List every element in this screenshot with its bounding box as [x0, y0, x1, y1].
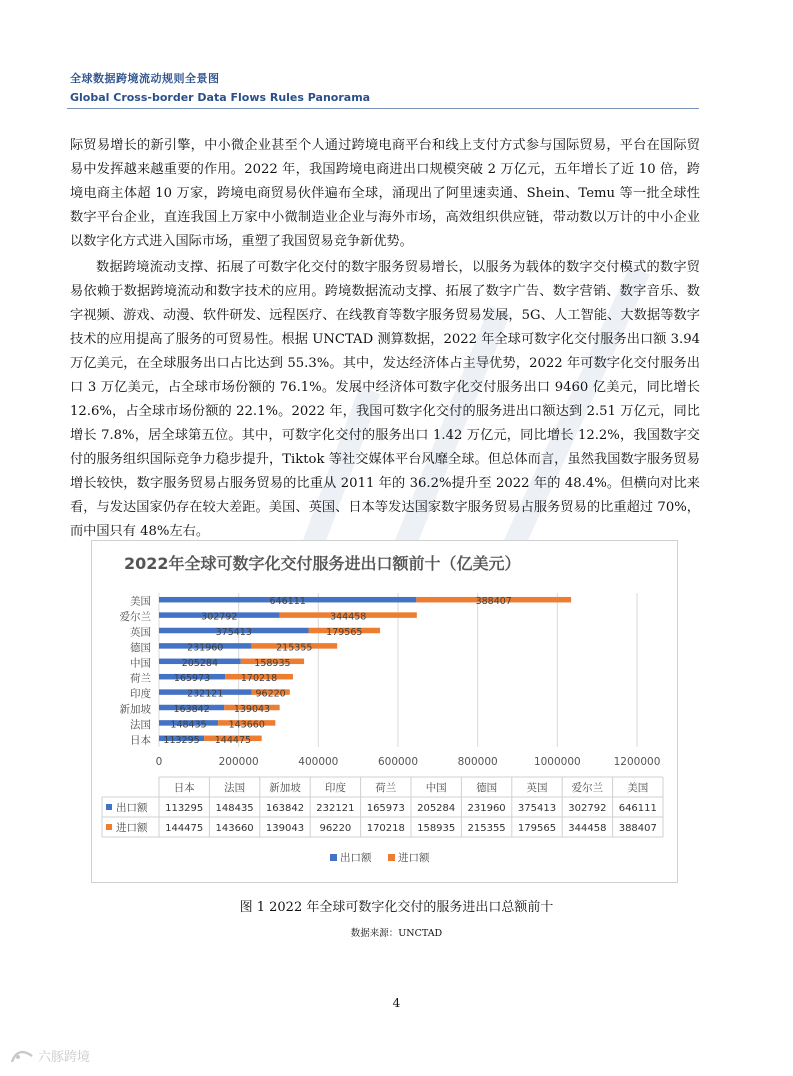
table-cell: 148435 [215, 803, 254, 814]
legend-label: 出口额 [340, 852, 372, 864]
data-label: 148435 [170, 719, 207, 731]
data-label: 158935 [254, 657, 291, 669]
table-header-cell: 荷兰 [375, 782, 397, 794]
data-label: 144475 [214, 734, 252, 746]
data-label: 165973 [173, 673, 211, 685]
figure-caption: 图 1 2022 年全球可数字化交付的服务进出口总额前十 [239, 900, 554, 915]
table-cell: 232121 [316, 803, 355, 814]
table-cell: 302792 [568, 803, 607, 814]
y-category-label: 中国 [130, 657, 151, 670]
table-series-name: 出口额 [116, 802, 148, 814]
brand-logo-icon [10, 1048, 34, 1064]
data-label: 179565 [326, 627, 363, 638]
data-label: 302792 [201, 611, 238, 623]
table-header-cell: 新加坡 [269, 782, 301, 794]
x-tick-label: 800000 [457, 756, 498, 768]
data-label: 143660 [228, 719, 265, 731]
data-label: 344458 [330, 611, 367, 623]
y-category-label: 新加坡 [119, 703, 151, 716]
table-legend-key [106, 824, 112, 830]
header-title-cn: 全球数据跨境流动规则全景图 [70, 72, 220, 85]
x-tick-label: 1000000 [533, 756, 581, 768]
table-cell: 375413 [517, 803, 557, 814]
footer-brand [10, 1046, 90, 1065]
figure-source: 数据来源：UNCTAD [350, 928, 443, 939]
chart-container [91, 540, 678, 883]
y-category-label: 德国 [130, 641, 151, 654]
data-label: 163842 [173, 704, 210, 715]
legend-label: 进口额 [398, 852, 430, 864]
chart-svg [92, 541, 677, 882]
data-label: 139043 [233, 704, 271, 715]
table-legend-key [106, 804, 112, 810]
table-header-cell: 日本 [173, 782, 195, 794]
table-cell: 113295 [165, 803, 204, 814]
chart-title: 2022年全球可数字化交付服务进出口额前十（亿美元） [124, 554, 521, 573]
table-cell: 646111 [618, 803, 657, 814]
table-header-cell: 中国 [425, 782, 447, 794]
table-cell: 179565 [517, 823, 557, 834]
y-category-label: 爱尔兰 [119, 611, 151, 624]
legend-key [330, 854, 337, 861]
table-header-cell: 法国 [224, 782, 246, 794]
header-divider [67, 108, 699, 109]
page-number: 4 [392, 996, 401, 1010]
table-header-cell: 爱尔兰 [571, 782, 604, 794]
y-category-label: 英国 [130, 626, 151, 639]
data-label: 113295 [163, 734, 200, 746]
table-cell: 231960 [467, 803, 506, 814]
data-label: 375413 [215, 627, 252, 638]
y-category-label: 荷兰 [130, 672, 151, 685]
table-cell: 205284 [417, 803, 456, 814]
table-cell: 170218 [366, 823, 405, 834]
paragraph-1: 际贸易增长的新引擎，中小微企业甚至个人通过跨境电商平台和线上支付方式参与国际贸易，平台在国际贸易中发挥越来越重要的作用。2022 年，我国跨境电商进出口规模突破 2 万亿元，五年增长了近 10 倍，跨境电商主体超 10 万家，跨境电商贸易伙伴遍布全球，涌现出了阿里速卖通、Shein、Temu 等一批全球性数字平台企业，直连我国上万家中小微制造业企业与海外市场，高效组织供应链，带动数以万计的中小企业以数字化方式进入国际市场，重塑了我国贸易竞争新优势。 [70, 138, 700, 249]
y-category-label: 美国 [130, 595, 151, 608]
y-category-label: 日本 [130, 734, 151, 747]
data-label: 205284 [181, 657, 219, 669]
data-label: 96220 [255, 688, 286, 700]
x-tick-label: 600000 [377, 756, 419, 768]
table-cell: 158935 [417, 823, 456, 834]
data-label: 170218 [240, 673, 278, 685]
table-series-name: 进口额 [116, 822, 148, 834]
data-label: 231960 [187, 642, 224, 654]
table-cell: 215355 [467, 823, 506, 834]
x-tick-label: 400000 [298, 756, 339, 768]
table-cell: 143660 [215, 823, 254, 834]
table-cell: 139043 [265, 823, 305, 834]
x-tick-label: 200000 [218, 756, 259, 768]
x-tick-label: 0 [155, 756, 163, 768]
table-cell: 96220 [319, 823, 352, 834]
table-cell: 388407 [618, 823, 657, 834]
y-category-label: 法国 [130, 718, 151, 731]
table-header-cell: 美国 [627, 782, 649, 794]
table-cell: 163842 [265, 803, 305, 814]
y-category-label: 印度 [130, 688, 151, 701]
data-label: 388407 [475, 596, 512, 608]
table-header-cell: 英国 [526, 782, 548, 794]
table-header-cell: 德国 [476, 782, 498, 794]
table-header-cell: 印度 [324, 782, 346, 794]
header-title-en: Global Cross-border Data Flows Rules Panorama [70, 91, 371, 104]
data-label: 215355 [276, 642, 313, 654]
data-label: 232121 [187, 688, 224, 700]
x-tick-label: 1200000 [613, 756, 661, 768]
legend-key [388, 854, 395, 861]
data-label: 646111 [269, 596, 306, 608]
paragraph-2: 数据跨境流动支撑、拓展了可数字化交付的数字服务贸易增长，以服务为载体的数字交付模式的数字贸易依赖于数据跨境流动和数字技术的应用。跨境数据流动支撑、拓展了数字广告、数字营销、数字音乐、数字视频、游戏、动漫、软件研发、远程医疗、在线教育等数字服务贸易发展，5G、人工智能、大数据等数字技术的应用提高了服务的可贸易性。根据 UNCTAD 测算数据，2022 年全球可数字化交付服务出口额 3.94 万亿美元，在全球服务出口占比达到 55.3%。其中，发达经济体占主导优势，2022 年可数字化交付服务出口 3 万亿美元，占全球市场份额的 76.1%。发展中经济体可数字化交付服务出口 9460 亿美元，同比增长 12.6%，占全球市场份额的 22.1%。2022 年，我国可数字化交付的服务进出口额达到 2.51 万亿元，同比增长 7.8%，居全球第五位。其中，可数字化交付的服务出口 1.42 万亿元，同比增长 12.2%，我国数字交付的服务组织国际竞争力稳步提升，Tiktok 等社交媒体平台风靡全球。但总体而言，虽然我国数字服务贸易增长较快，数字服务贸易占服务贸易的比重从 2011 年的 36.2%提升至 2022 年的 48.4%。但横向对比来看，与发达国家仍存在较大差距。美国、英国、日本等发达国家数字服务贸易占服务贸易的比重超过 70%，而中国只有 48%左右。 [70, 260, 700, 539]
table-cell: 344458 [568, 823, 607, 834]
table-cell: 165973 [366, 803, 405, 814]
table-cell: 144475 [165, 823, 204, 834]
footer-brand-text: 六豚跨境 [38, 1050, 91, 1065]
